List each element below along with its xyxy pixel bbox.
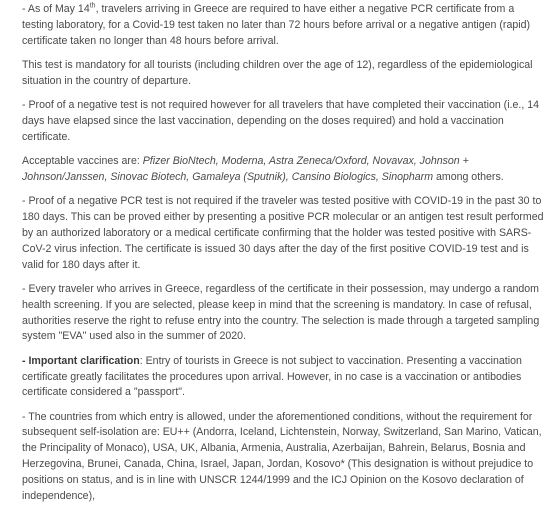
clarification-label: - Important clarification bbox=[22, 354, 140, 367]
ordinal-suffix: th bbox=[89, 2, 96, 10]
paragraph-important-clarification bbox=[22, 354, 544, 401]
paragraph-mandatory-test: This test is mandatory for all tourists (including children over the age of 12), regardless of the epidemiological situation in the country of departure. bbox=[22, 58, 533, 87]
vaccine-list: Pfizer BioNtech, Moderna, Astra Zeneca/Oxford, Novavax, Johnson + Johnson/Janssen, Sinovac Biotech, Gamaleya (Sputnik), Cansino Biologics, Sinopharm bbox=[22, 155, 469, 183]
paragraph-recovery-exemption: - Proof of a negative PCR test is not required if the traveler was tested positive with COVID-19 in the past 30 to 180 days. This can be proved either by presenting a positive PCR molecular or an antigen test result performed by an authorized laboratory or a medical certificate confirming that the holder was tested positive with SARS-CoV-2 virus infection. The certificate is issued 30 days after the day of the first positive COVID-19 test and is valid for 180 days after it. bbox=[22, 195, 544, 271]
paragraph-allowed-countries: - The countries from which entry is allowed, under the aforementioned conditions, without the requirement for subsequent self-isolation are: EU++ (Andorra, Iceland, Lichtenstein, Norway, Switzerland, San Marino, Vatican, the Principality of Monaco), USA, UK, Albania, Armenia, Australia, Azerbaijan, Bahrein, Belarus, Bosnia and Herzegovina, Brunei, Canada, China, Israel, Japan, Jordan, Kosovo* (This designation is without prejudice to positions on status, and is in line with UNSCR 1244/1999 and the ICJ Opinion on the Kosovo declaration of independence), bbox=[22, 410, 542, 502]
vaccines-tail: among others. bbox=[433, 170, 504, 183]
pcr-requirement-text: , travelers arriving in Greece are required to have either a negative PCR certificate from a testing laboratory, for a Covid-19 test taken no later than 72 hours before arrival or a negative antigen (rapid) certificate taken no longer than 48 hours before arrival. bbox=[22, 3, 531, 47]
travel-requirements-text bbox=[22, 2, 544, 513]
paragraph-pcr-requirement bbox=[22, 2, 544, 49]
paragraph-vaccination-exemption: - Proof of a negative test is not required however for all travelers that have completed their vaccination (i.e., 14 days have elapsed since the last vaccination, depending on the doses required) and hold a vaccination certificate. bbox=[22, 99, 540, 143]
pcr-date-lead: - As of May 14 bbox=[22, 3, 90, 15]
vaccines-lead: Acceptable vaccines are: bbox=[22, 155, 143, 168]
paragraph-acceptable-vaccines bbox=[22, 154, 544, 186]
paragraph-random-screening: - Every traveler who arrives in Greece, regardless of the certificate in their possession, may undergo a random health screening. If you are selected, please keep in mind that the screening is mandatory. In case of refusal, authorities reserve the right to refuse entry into the country. The selection is made through a targeted sampling system "EVA" used also in the summer of 2020. bbox=[22, 282, 540, 343]
clarification-text: : Entry of tourists in Greece is not subject to vaccination. Presenting a vaccination certificate greatly facilitates the procedures upon arrival. However, in no case is a vaccination or antibodies certificate considered a "passport". bbox=[22, 354, 522, 399]
